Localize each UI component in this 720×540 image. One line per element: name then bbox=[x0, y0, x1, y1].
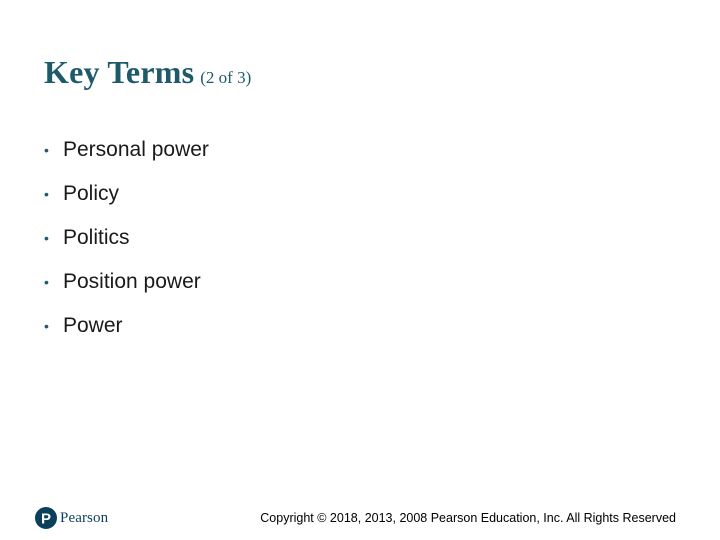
bullet-item bbox=[44, 128, 209, 172]
bullet-dot-icon: • bbox=[44, 186, 49, 202]
bullet-text: Personal power bbox=[63, 138, 209, 161]
svg-text:P: P bbox=[40, 510, 52, 528]
bullet-item bbox=[44, 304, 209, 348]
bullet-text: Politics bbox=[63, 226, 130, 249]
bullet-text: Policy bbox=[63, 182, 120, 205]
bullet-item bbox=[44, 172, 209, 216]
bullet-dot-icon: • bbox=[44, 274, 49, 290]
bullet-text: Power bbox=[63, 314, 123, 337]
bullet-item bbox=[44, 260, 209, 304]
copyright-notice: Copyright © 2018, 2013, 2008 Pearson Education, Inc. All Rights Reserved bbox=[260, 511, 676, 525]
bullet-dot-icon: • bbox=[44, 142, 49, 158]
bullet-text: Position power bbox=[63, 270, 201, 293]
slide-title-text: Key Terms bbox=[44, 54, 195, 90]
bullet-dot-icon: • bbox=[44, 230, 49, 246]
bullet-item bbox=[44, 216, 209, 260]
bullet-dot-icon: • bbox=[44, 318, 49, 334]
bullet-list bbox=[44, 128, 209, 348]
pearson-logo-icon bbox=[35, 507, 57, 529]
slide-title bbox=[44, 54, 251, 91]
pearson-logo-wordmark: Pearson bbox=[60, 509, 109, 526]
pearson-logo bbox=[35, 506, 108, 530]
slide-subtitle: (2 of 3) bbox=[200, 68, 252, 87]
